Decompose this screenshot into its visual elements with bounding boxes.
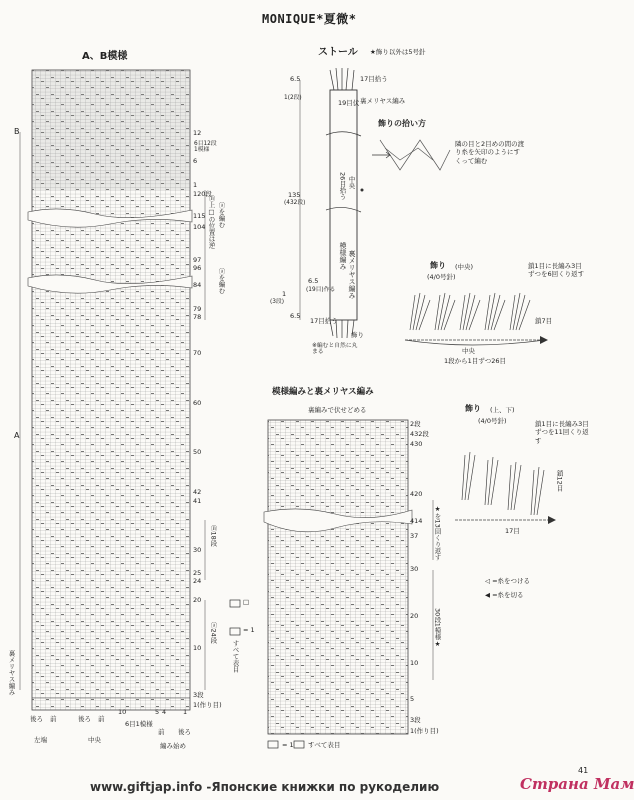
legend-eq-a: = 1 <box>243 626 255 634</box>
note-a-1: ⓐを編む <box>217 202 226 228</box>
kazari-center-chain: 鎖7目 <box>535 317 553 325</box>
kazari-pickup-title: 飾りの拾い方 <box>378 119 426 128</box>
pattern-chart-title: 模様編みと裏メリヤス編み <box>272 387 374 397</box>
kazari-ends-title: 飾り <box>465 404 481 413</box>
kazari-ends-sub: (上、下) <box>490 406 515 414</box>
stole-dim-bottom-rows: (19目)作る <box>306 287 336 293</box>
note-b-18: Ⓑ18段 <box>209 525 218 547</box>
ab-row-label: 30 <box>193 546 202 554</box>
page-number: 41 <box>578 766 589 775</box>
kazari-ends-desc: 鎖1目に長編み3目ずつを11回くり返す <box>535 420 589 445</box>
ab-row-label: 120段 <box>193 190 212 198</box>
stole-dim-bottom2-rows: (3段) <box>270 299 285 305</box>
kazari-center-rows: 1段から1目ずつ26目 <box>444 357 507 365</box>
pattern-legend-eq: = 1 <box>282 741 294 749</box>
bottom-label: 前 <box>50 715 57 723</box>
stole-19: 19目伏 <box>338 99 360 107</box>
ab-row-label: 24 <box>193 577 202 585</box>
watermark: Страна Мам <box>520 775 634 793</box>
ab-row-label: 104 <box>193 223 206 231</box>
pattern-row-label: 5 <box>410 695 415 703</box>
ab-row-label: 96 <box>193 264 202 272</box>
pattern-chart <box>264 420 433 734</box>
stole-dim-top-rows: 1(2段) <box>284 95 302 101</box>
bottom-label: 前 <box>98 715 105 723</box>
stole-pattern-label: 模様編み <box>339 242 347 270</box>
ab-row-label: 42 <box>193 488 202 496</box>
kazari-center-title: 飾り <box>430 261 446 270</box>
ab-row-label: 10 <box>193 644 202 652</box>
stole-dim-top: 6.5 <box>290 75 301 83</box>
pattern-row-label: 414 <box>410 517 423 525</box>
kazari-center-center: 中央 <box>462 347 475 355</box>
stole-pickup-top: 17目拾う <box>360 75 388 83</box>
pattern-row-label: 10 <box>410 659 419 667</box>
bottom-start: 編み始め <box>160 742 186 750</box>
stole-pickup-bottom: 17目拾う <box>310 317 338 325</box>
stole-mid: 中央 <box>347 176 356 189</box>
ab-row-label: 115 <box>193 212 206 220</box>
pattern-row-label: 432段 <box>410 430 429 438</box>
stole-dim-mid: 135 <box>288 191 301 199</box>
legend-attach: ◁ =糸をつける <box>485 577 531 585</box>
bottom-group-center: 中央 <box>88 736 101 744</box>
ab-row-label: 41 <box>193 497 202 505</box>
note-b-rows: Ⓑ上□の位置は逆 <box>207 195 216 249</box>
ab-row-label: 20 <box>193 596 202 604</box>
stole-reverse-top: 裏メリヤス編み <box>360 97 406 105</box>
ab-row-label: 1 <box>193 181 198 189</box>
ab-row-label: 3段 <box>193 691 204 699</box>
bottom-label: 後ろ <box>178 728 191 736</box>
ab-chart <box>20 70 205 710</box>
ab-row-label: 6 <box>193 157 198 165</box>
bottom-label: 後ろ <box>30 715 43 723</box>
stole-reverse-label: 裏メリヤス編み <box>348 250 356 299</box>
kazari-ends-needle: (4/0号針) <box>478 417 507 425</box>
pattern-row-label: 430 <box>410 440 423 448</box>
stole-note: ★飾り以外は5号針 <box>370 48 426 56</box>
stole-note-edge: ※編むと自然に丸まる <box>312 343 358 355</box>
note-a-24: ⓐ24段 <box>209 622 218 644</box>
ab-row-label: 70 <box>193 349 202 357</box>
ab-row-label: 84 <box>193 281 202 289</box>
ab-row-label: 50 <box>193 448 202 456</box>
bottom-group-left: 左端 <box>34 736 47 744</box>
bottom-label: 1 <box>183 708 188 716</box>
kazari-pickup-diagram <box>372 140 450 170</box>
stole-dim-mid-rows: (432段) <box>284 200 306 206</box>
kazari-center-needle: (4/0号針) <box>427 273 456 281</box>
ab-row-label: 12 <box>193 129 202 137</box>
page-title: MONIQUE*夏微* <box>262 12 357 26</box>
legend-note-a: すべて表目 <box>231 640 240 673</box>
stole-title: ストール <box>318 47 358 58</box>
ab-row-label: 6目12段 1模様 <box>194 141 217 153</box>
bottom-label: 5 <box>155 708 160 716</box>
pattern-rep-13: ★を13回くり返す <box>433 505 442 561</box>
kazari-pickup-desc: 隣の目と2目めの間の渡り糸を矢印のようにすくって編む <box>455 140 525 165</box>
pattern-row-label: 30 <box>410 565 419 573</box>
pattern-top-note: 裏編みで伏せどめる <box>308 406 367 414</box>
kazari-ends-diagram <box>455 452 556 524</box>
pattern-legend-note: すべて表目 <box>308 741 341 749</box>
ab-row-label: 78 <box>193 313 202 321</box>
ab-row-label: 60 <box>193 399 202 407</box>
legend-blank-a: □ <box>243 598 250 606</box>
section-a-label: A <box>14 431 20 440</box>
kazari-center-diagram <box>405 293 548 345</box>
kazari-center-sub: (中央) <box>455 263 474 271</box>
stole-kazari: 飾り <box>351 331 364 339</box>
pattern-row-label: 1(作り目) <box>410 727 439 735</box>
stole-dim-bottom3: 6.5 <box>290 312 301 320</box>
note-a-2: ⓐを編む <box>217 268 226 294</box>
legend-cut: ◀ =糸を切る <box>485 591 524 599</box>
section-b-label: B <box>14 127 20 136</box>
ab-row-label: 97 <box>193 256 202 264</box>
pattern-row-label: 37 <box>410 532 419 540</box>
kazari-center-desc: 鎖1目に長編み3目ずつを6回くり返す <box>528 262 585 279</box>
pattern-rep-30: 30段1模様★ <box>433 608 442 648</box>
stole-dim-bottom2: 1 <box>282 290 287 298</box>
kazari-ends-bottom: 17目 <box>505 527 520 535</box>
ab-row-label: 1(作り目) <box>193 701 222 709</box>
footer-link[interactable]: www.giftjap.info -Японские книжки по рукоделию <box>90 780 440 794</box>
pattern-row-label: 20 <box>410 612 419 620</box>
pattern-row-label: 420 <box>410 490 423 498</box>
stole-pickup-26: 26目拾う <box>338 172 347 200</box>
bottom-label: 後ろ <box>78 715 91 723</box>
pattern-row-label: 3段 <box>410 716 421 724</box>
ab-row-label: 25 <box>193 569 202 577</box>
bottom-label: 4 <box>162 708 167 716</box>
stole-dim-bottom: 6.5 <box>308 277 319 285</box>
bottom-label: 10 <box>118 708 127 716</box>
kazari-ends-chain: 鎖12目 <box>555 470 564 492</box>
ab-chart-title: A、B模様 <box>82 51 128 62</box>
left-vertical-note: 裏メリヤス編み <box>7 650 16 696</box>
pattern-row-label: 2段 <box>410 420 421 428</box>
bottom-label: 6目1模様 <box>125 720 153 728</box>
bottom-label: 前 <box>158 728 165 736</box>
ab-row-label: 79 <box>193 305 202 313</box>
